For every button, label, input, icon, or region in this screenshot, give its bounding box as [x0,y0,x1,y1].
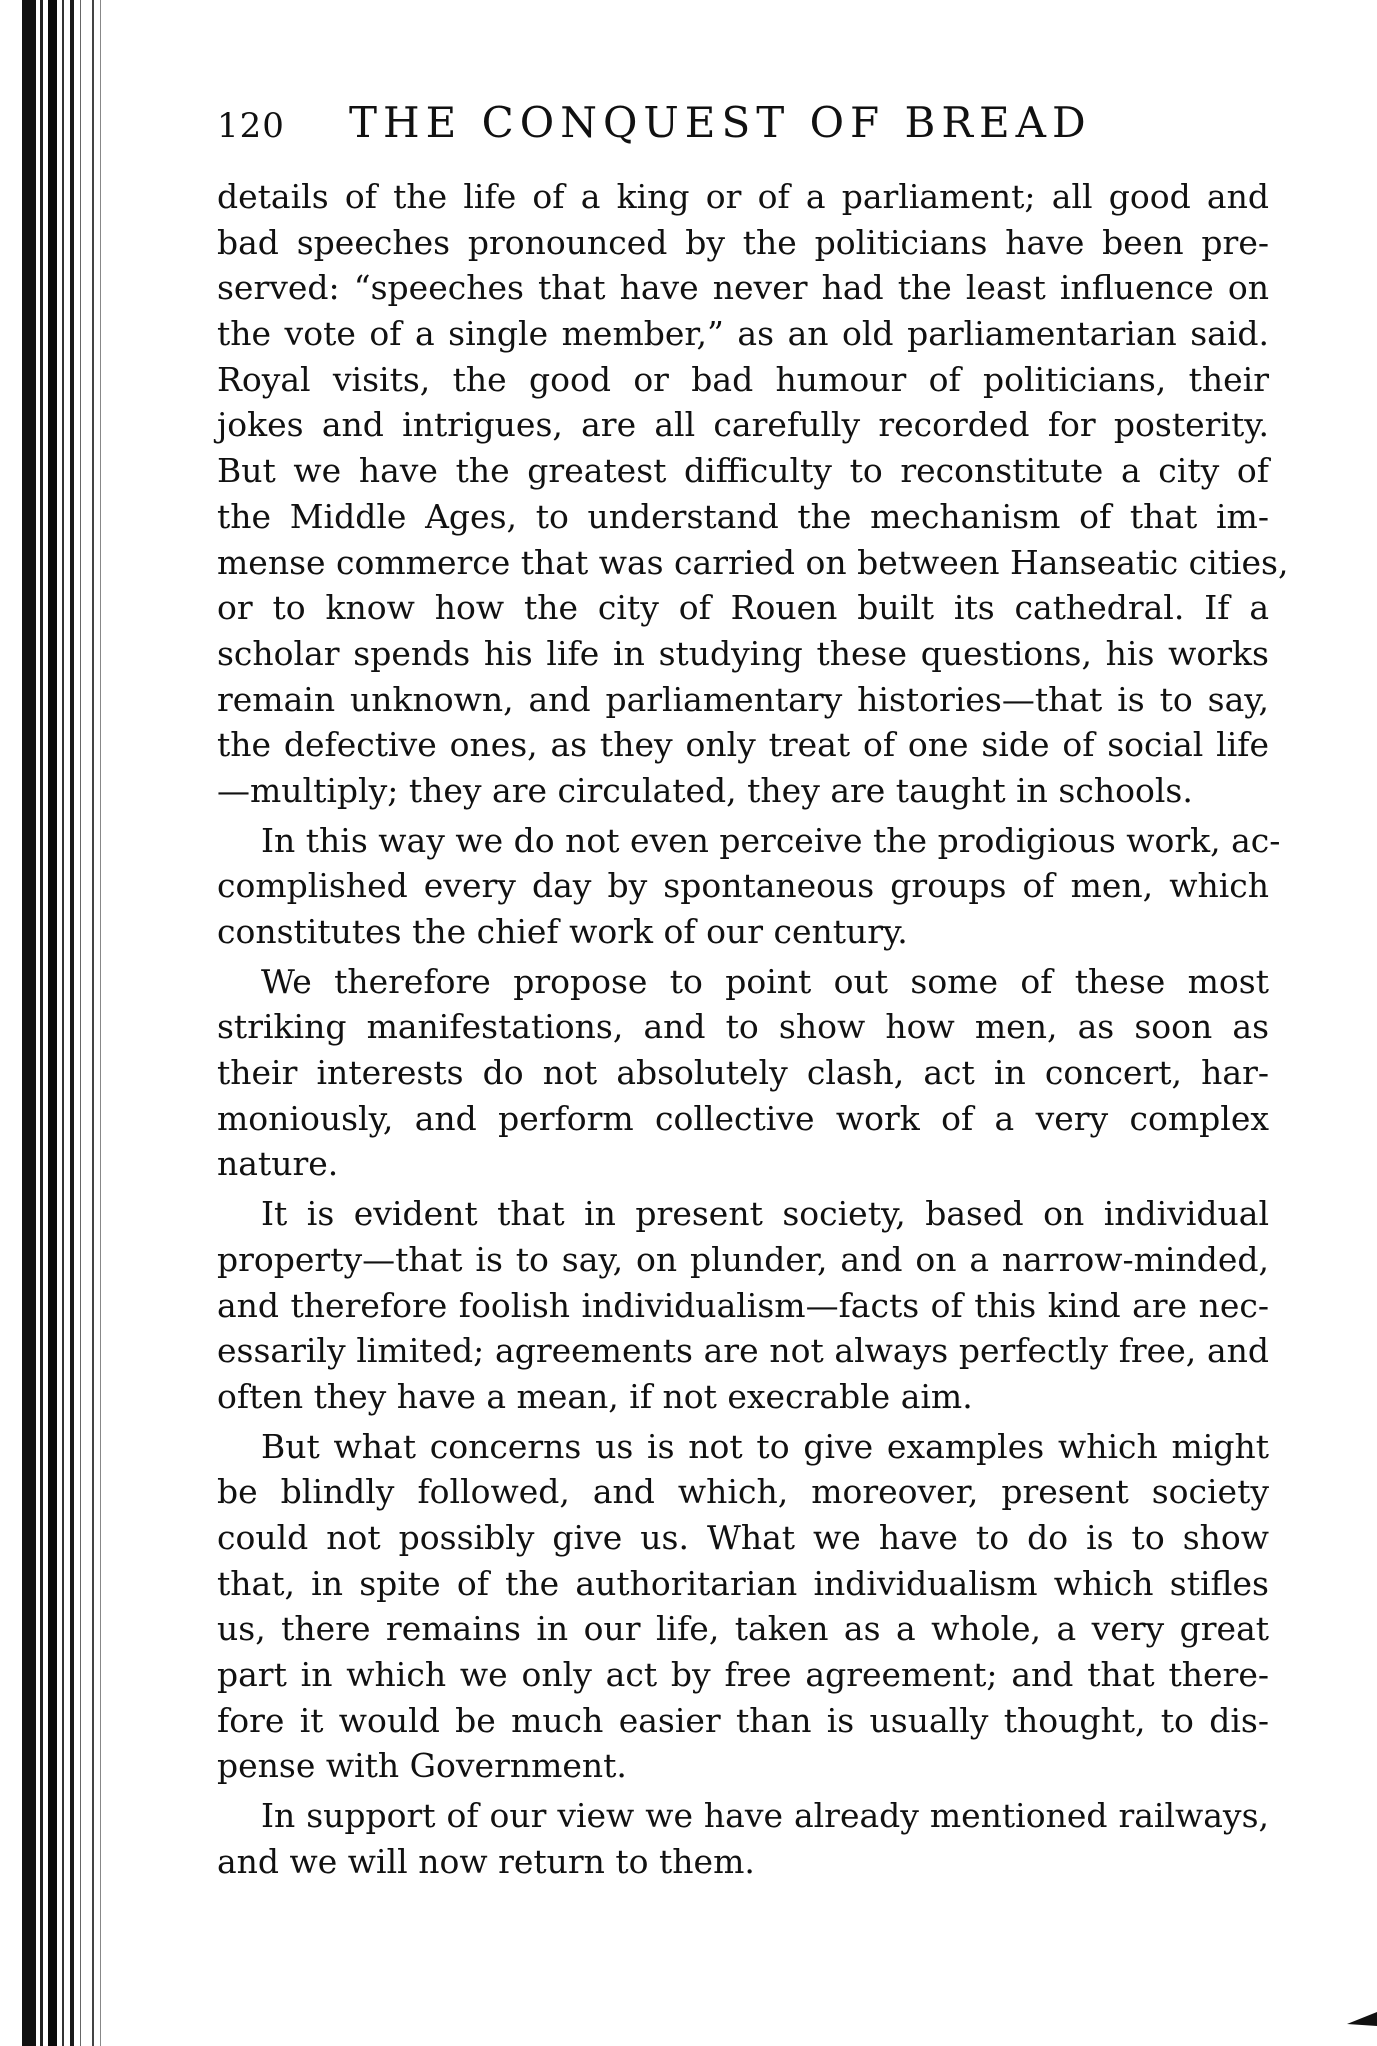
text-line: remain unknown, and parliamentary histories—that is to say, [217,679,1269,719]
text-line: and we will now return to them. [217,1841,755,1881]
book-page [217,98,1289,1884]
body-text [217,174,1289,1884]
paragraph [217,1793,1269,1884]
paragraph [217,1424,1269,1790]
text-line: property—that is to say, on plunder, and on a narrow-minded, [217,1239,1269,1279]
text-line: bad speeches pronounced by the politicians have been pre- [217,222,1269,262]
text-line: complished every day by spontaneous groups of men, which [217,866,1269,906]
text-line: the vote of a single member,” as an old parliamentarian said. [217,314,1269,354]
text-line: constitutes the chief work of our century. [217,912,908,951]
page-corner-mark [1347,2012,1377,2026]
running-head [217,98,1269,164]
text-line: striking manifestations, and to show how men, as soon as [217,1007,1269,1047]
text-line: essarily limited; agreements are not always perfectly free, and [217,1331,1269,1371]
text-line: details of the life of a king or of a parliament; all good and [217,177,1269,216]
paragraph [217,174,1289,814]
text-line: But what concerns us is not to give examples which might [261,1426,1269,1466]
paragraph [217,1191,1269,1419]
paragraph [217,818,1281,955]
text-line: could not possibly give us. What we have to do is to show [217,1517,1269,1557]
text-line: nature. [217,1144,339,1184]
text-line: and therefore foolish individualism—facts of this kind are nec- [217,1285,1269,1325]
text-line: that, in spite of the authoritarian individualism which stifles [217,1563,1269,1603]
text-line: jokes and intrigues, are all carefully recorded for posterity. [217,405,1269,445]
text-line: part in which we only act by free agreement; and that there- [217,1655,1269,1694]
text-line: In support of our view we have already mentioned railways, [261,1796,1269,1836]
text-line: or to know how the city of Rouen built its cathedral. If a [217,588,1269,628]
page-number: 120 [217,106,285,146]
text-line: Royal visits, the good or bad humour of politicians, their [217,359,1269,399]
book-title: THE CONQUEST OF BREAD [349,98,1092,147]
text-line: fore it would be much easier than is usually thought, to dis- [217,1700,1269,1740]
text-line: be blindly followed, and which, moreover, present society [217,1472,1269,1512]
text-line: their interests do not absolutely clash, act in concert, har- [217,1053,1269,1093]
text-line: We therefore propose to point out some of these most [261,961,1269,1001]
text-line: pense with Government. [217,1746,627,1786]
text-line: mense commerce that was carried on between Hanseatic cities, [217,542,1289,582]
paragraph [217,959,1269,1187]
text-line: served: “speeches that have never had the least influence on [217,268,1269,308]
text-line: But we have the greatest difficulty to reconstitute a city of [217,451,1269,491]
text-line: moniously, and perform collective work of a very complex [217,1098,1269,1138]
book-binding-edge [0,0,110,2046]
text-line: —multiply; they are circulated, they are taught in schools. [217,770,1193,810]
text-line: It is evident that in present society, based on individual [261,1194,1269,1234]
text-line: scholar spends his life in studying these questions, his works [217,633,1269,673]
text-line: us, there remains in our life, taken as a whole, a very great [217,1609,1269,1649]
text-line: the Middle Ages, to understand the mechanism of that im- [217,496,1269,536]
text-line: often they have a mean, if not execrable aim. [217,1376,973,1416]
text-line: In this way we do not even perceive the prodigious work, ac- [261,820,1281,860]
text-line: the defective ones, as they only treat of one side of social life [217,725,1269,765]
